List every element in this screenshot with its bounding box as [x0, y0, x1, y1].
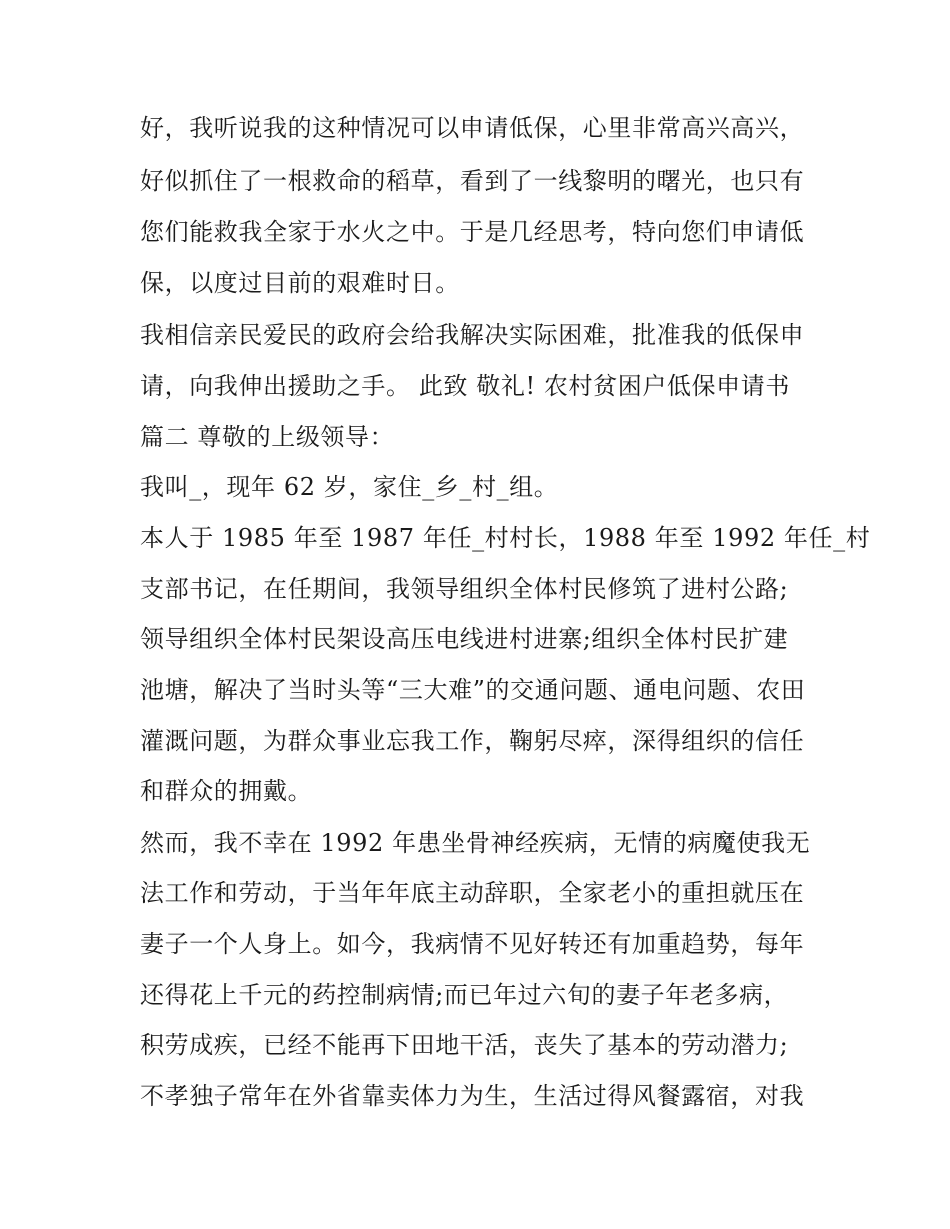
text-line: 不孝独子常年在外省靠卖体力为生，生活过得风餐露宿，对我 [140, 1082, 805, 1110]
text-line: 好，我听说我的这种情况可以申请低保，心里非常高兴高兴， [140, 114, 805, 142]
text-line: 我相信亲民爱民的政府会给我解决实际困难，批准我的低保申 [140, 321, 805, 349]
text-line: 积劳成疾，已经不能再下田地干活，丧失了基本的劳动潜力; [140, 1031, 789, 1059]
text-line: 支部书记，在任期间，我领导组织全体村民修筑了进村公路; [140, 575, 789, 603]
text-line: 还得花上千元的药控制病情;而已年过六旬的妻子年老多病， [140, 981, 789, 1009]
text-line: 我叫_，现年 62 岁，家住_乡_村_组。 [140, 473, 559, 501]
text-line: 领导组织全体村民架设高压电线进村进寨;组织全体村民扩建 [140, 625, 789, 653]
text-line: 灌溉问题，为群众事业忘我工作，鞠躬尽瘁，深得组织的信任 [140, 727, 805, 755]
text-line: 妻子一个人身上。如今，我病情不见好转还有加重趋势，每年 [140, 930, 805, 958]
text-line: 池塘，解决了当时头等“三大难”的交通问题、通电问题、农田 [140, 676, 806, 704]
text-line: 本人于 1985 年至 1987 年任_村村长，1988 年至 1992 年任_村 [140, 524, 871, 552]
text-line: 和群众的拥戴。 [140, 777, 313, 805]
text-line: 法工作和劳动，于当年年底主动辞职，全家老小的重担就压在 [140, 879, 805, 907]
text-line: 您们能救我全家于水火之中。于是几经思考，特向您们申请低 [140, 218, 805, 246]
text-line: 保，以度过目前的艰难时日。 [140, 269, 460, 297]
text-line: 好似抓住了一根救命的稻草，看到了一线黎明的曙光，也只有 [140, 167, 805, 195]
text-line: 篇二 尊敬的上级领导： [140, 423, 395, 451]
text-line: 然而，我不幸在 1992 年患坐骨神经疾病，无情的病魔使我无 [140, 829, 811, 857]
text-line: 请，向我伸出援助之手。 此致 敬礼! 农村贫困户低保申请书 [140, 372, 790, 400]
